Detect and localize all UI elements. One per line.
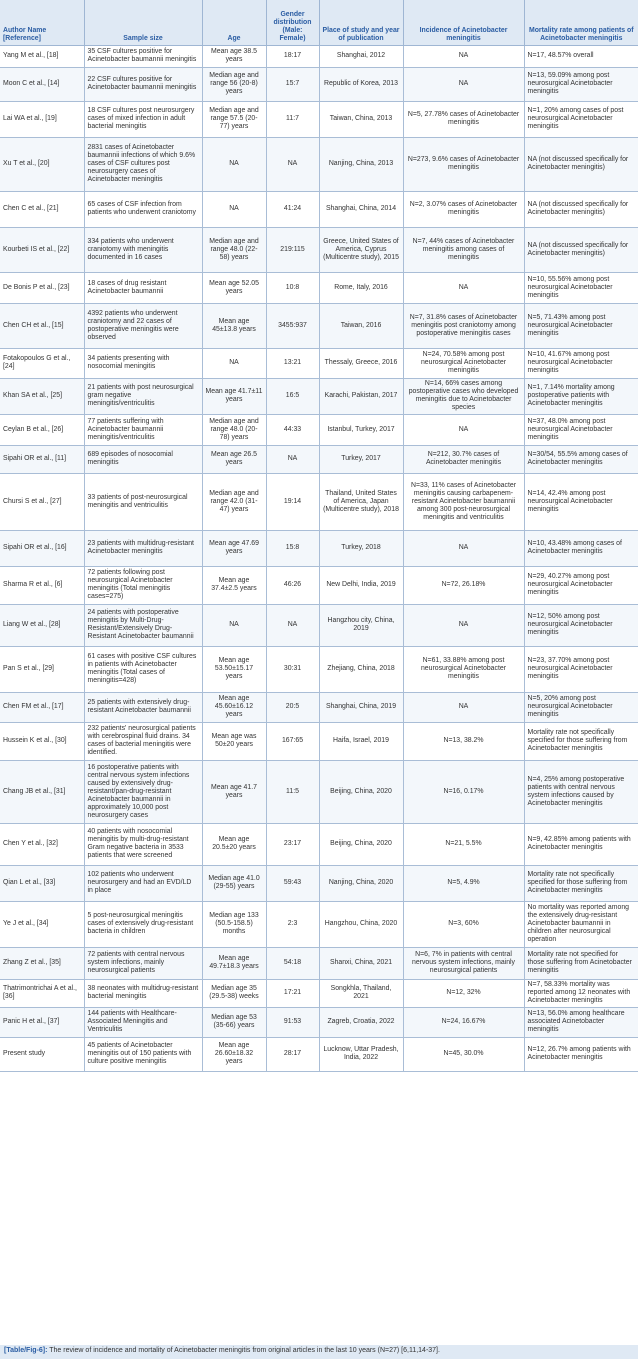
cell-place-year: Taiwan, 2016: [319, 303, 403, 348]
table-header-row: [0, 0, 638, 45]
cell-author: Pan S et al., [29]: [0, 646, 84, 692]
cell-incidence: N=12, 32%: [403, 979, 524, 1007]
cell-incidence: NA: [403, 414, 524, 445]
cell-author: Hussein K et al., [30]: [0, 722, 84, 760]
cell-author: Lai WA et al., [19]: [0, 101, 84, 137]
cell-incidence: N=21, 5.5%: [403, 823, 524, 865]
cell-gender: 15:7: [266, 67, 319, 101]
cell-sample-size: 18 cases of drug resistant Acinetobacter baumannii: [84, 272, 202, 303]
caption-text: The review of incidence and mortality of Acinetobacter meningitis from original articles in the last 10 years (N=27) [6,11,14-37].: [49, 1347, 440, 1354]
cell-gender: 91:53: [266, 1007, 319, 1037]
cell-age: Median age and range 48.0 (20-78) years: [202, 414, 266, 445]
cell-author: Chang JB et al., [31]: [0, 760, 84, 823]
cell-place-year: Zagreb, Croatia, 2022: [319, 1007, 403, 1037]
table-row: [0, 901, 638, 947]
cell-place-year: Beijing, China, 2020: [319, 823, 403, 865]
cell-age: Mean age 41.7 years: [202, 760, 266, 823]
cell-age: Median age and range 42.0 (31-47) years: [202, 473, 266, 530]
table-row: [0, 1007, 638, 1037]
cell-place-year: Istanbul, Turkey, 2017: [319, 414, 403, 445]
cell-age: NA: [202, 191, 266, 227]
cell-gender: 41:24: [266, 191, 319, 227]
table-row: [0, 272, 638, 303]
cell-incidence: NA: [403, 272, 524, 303]
cell-sample-size: 5 post-neurosurgical meningitis cases of extensively drug-resistant bacteria in children: [84, 901, 202, 947]
table-body: [0, 45, 638, 1071]
cell-mortality: N=12, 26.7% among patients with Acinetobacter meningitis: [524, 1037, 638, 1071]
header-place-year: Place of study and year of publication: [319, 0, 403, 45]
table-row: [0, 191, 638, 227]
cell-author: Xu T et al., [20]: [0, 137, 84, 191]
cell-author: Qian L et al., [33]: [0, 865, 84, 901]
cell-gender: 3455:937: [266, 303, 319, 348]
table-caption: [0, 1345, 638, 1359]
cell-place-year: Nanjing, China, 2020: [319, 865, 403, 901]
cell-author: Kourbeti IS et al., [22]: [0, 227, 84, 272]
cell-mortality: N=9, 42.85% among patients with Acinetobacter meningitis: [524, 823, 638, 865]
cell-author: Chen C et al., [21]: [0, 191, 84, 227]
header-gender: Gender distribution (Male: Female): [266, 0, 319, 45]
cell-sample-size: 34 patients presenting with nosocomial meningitis: [84, 348, 202, 378]
cell-place-year: Songkhla, Thailand, 2021: [319, 979, 403, 1007]
cell-incidence: N=5, 27.78% cases of Acinetobacter meningitis: [403, 101, 524, 137]
cell-sample-size: 102 patients who underwent neurosurgery and had an EVD/LD in place: [84, 865, 202, 901]
cell-age: Median age 41.0 (29-55) years: [202, 865, 266, 901]
table-row: [0, 303, 638, 348]
cell-mortality: N=37, 48.0% among post neurosurgical Acinetobacter meningitis: [524, 414, 638, 445]
cell-incidence: N=16, 0.17%: [403, 760, 524, 823]
cell-mortality: NA (not discussed specifically for Acinetobacter meningitis): [524, 227, 638, 272]
cell-mortality: N=23, 37.70% among post neurosurgical Acinetobacter meningitis: [524, 646, 638, 692]
cell-mortality: N=14, 42.4% among post neurosurgical Acinetobacter meningitis: [524, 473, 638, 530]
table-row: [0, 530, 638, 566]
cell-incidence: N=14, 66% cases among postoperative cases who developed meningitis due to Acinetobacter species: [403, 378, 524, 414]
cell-author: Zhang Z et al., [35]: [0, 947, 84, 979]
table-row: [0, 1037, 638, 1071]
cell-mortality: No mortality was reported among the extensively drug-resistant Acinetobacter baumannii in children after neurosurgical operation: [524, 901, 638, 947]
cell-mortality: N=13, 59.09% among post neurosurgical Acinetobacter meningitis: [524, 67, 638, 101]
cell-author: Liang W et al., [28]: [0, 604, 84, 646]
cell-place-year: Zhejiang, China, 2018: [319, 646, 403, 692]
header-mortality: Mortality rate among patients of Acinetobacter meningitis: [524, 0, 638, 45]
cell-incidence: NA: [403, 45, 524, 67]
table-row: [0, 227, 638, 272]
cell-incidence: N=2, 3.07% cases of Acinetobacter meningitis: [403, 191, 524, 227]
cell-gender: 46:26: [266, 566, 319, 604]
cell-mortality: N=17, 48.57% overall: [524, 45, 638, 67]
cell-mortality: N=10, 43.48% among cases of Acinetobacter meningitis: [524, 530, 638, 566]
cell-place-year: New Delhi, India, 2019: [319, 566, 403, 604]
cell-place-year: Shanghai, China, 2019: [319, 692, 403, 722]
table-row: [0, 692, 638, 722]
cell-age: Median age 35 (29.5-38) weeks: [202, 979, 266, 1007]
cell-place-year: Turkey, 2018: [319, 530, 403, 566]
cell-age: Mean age 41.7±11 years: [202, 378, 266, 414]
cell-author: Present study: [0, 1037, 84, 1071]
table-row: [0, 823, 638, 865]
cell-age: Mean age 26.5 years: [202, 445, 266, 473]
cell-sample-size: 144 patients with Healthcare-Associated Meningitis and Ventriculitis: [84, 1007, 202, 1037]
cell-sample-size: 45 patients of Acinetobacter meningitis out of 150 patients with culture positive meningitis: [84, 1037, 202, 1071]
cell-sample-size: 22 CSF cultures positive for Acinetobacter baumannii meningitis: [84, 67, 202, 101]
cell-age: NA: [202, 137, 266, 191]
cell-age: Mean age 20.5±20 years: [202, 823, 266, 865]
cell-age: Mean age 49.7±18.3 years: [202, 947, 266, 979]
cell-place-year: Thailand, United States of America, Japan (Multicentre study), 2018: [319, 473, 403, 530]
table-row: [0, 979, 638, 1007]
cell-mortality: N=7, 58.33% mortality was reported among 12 neonates with Acinetobacter meningitis: [524, 979, 638, 1007]
cell-place-year: Greece, United States of America, Cyprus (Multicentre study), 2015: [319, 227, 403, 272]
cell-incidence: N=13, 38.2%: [403, 722, 524, 760]
cell-mortality: NA (not discussed specifically for Acinetobacter meningitis): [524, 191, 638, 227]
table-row: [0, 473, 638, 530]
cell-author: Chen Y et al., [32]: [0, 823, 84, 865]
cell-incidence: N=6, 7% in patients with central nervous system infections, mainly neurosurgical patients: [403, 947, 524, 979]
cell-mortality: NA (not discussed specifically for Acinetobacter meningitis): [524, 137, 638, 191]
cell-author: Sipahi OR et al., [16]: [0, 530, 84, 566]
cell-mortality: N=5, 71.43% among post neurosurgical Acinetobacter meningitis: [524, 303, 638, 348]
cell-mortality: N=12, 50% among post neurosurgical Acinetobacter meningitis: [524, 604, 638, 646]
cell-sample-size: 65 cases of CSF infection from patients who underwent craniotomy: [84, 191, 202, 227]
cell-mortality: Mortality rate not specified for those suffering from Acinetobacter meningitis: [524, 947, 638, 979]
cell-incidence: N=45, 30.0%: [403, 1037, 524, 1071]
cell-gender: 17:21: [266, 979, 319, 1007]
table-row: [0, 722, 638, 760]
cell-sample-size: 2831 cases of Acinetobacter baumannii infections of which 9.6% cases of CSF cultures post neurosurgery cases of Acinetobacter meningitis: [84, 137, 202, 191]
cell-author: Sharma R et al., [6]: [0, 566, 84, 604]
cell-incidence: NA: [403, 692, 524, 722]
cell-mortality: N=5, 20% among post neurosurgical Acinetobacter meningitis: [524, 692, 638, 722]
cell-incidence: NA: [403, 604, 524, 646]
cell-sample-size: 18 CSF cultures post neurosurgery cases of mixed infection in adult bacterial meningitis: [84, 101, 202, 137]
cell-incidence: N=24, 70.58% among post neurosurgical Acinetobacter meningitis: [403, 348, 524, 378]
cell-sample-size: 232 patients' neurosurgical patients with cerebrospinal fluid drains. 34 cases of bacterial meningitis were identified.: [84, 722, 202, 760]
cell-mortality: N=13, 56.0% among healthcare associated Acinetobacter meningitis: [524, 1007, 638, 1037]
cell-age: Median age 53 (35-66) years: [202, 1007, 266, 1037]
cell-gender: NA: [266, 137, 319, 191]
cell-incidence: N=24, 16.67%: [403, 1007, 524, 1037]
cell-place-year: Taiwan, China, 2013: [319, 101, 403, 137]
cell-author: Thatrimontrichai A et al., [36]: [0, 979, 84, 1007]
cell-age: Mean age 45±13.8 years: [202, 303, 266, 348]
cell-author: Moon C et al., [14]: [0, 67, 84, 101]
cell-gender: 167:65: [266, 722, 319, 760]
header-incidence: Incidence of Acinetobacter meningitis: [403, 0, 524, 45]
cell-age: Mean age 37.4±2.5 years: [202, 566, 266, 604]
cell-incidence: N=3, 60%: [403, 901, 524, 947]
cell-gender: 28:17: [266, 1037, 319, 1071]
cell-mortality: N=30/54, 55.5% among cases of Acinetobacter meningitis: [524, 445, 638, 473]
table-row: [0, 45, 638, 67]
table-row: [0, 760, 638, 823]
cell-age: Median age and range 48.0 (22-58) years: [202, 227, 266, 272]
cell-mortality: N=10, 41.67% among post neurosurgical Acinetobacter meningitis: [524, 348, 638, 378]
cell-gender: 30:31: [266, 646, 319, 692]
cell-age: Median age and range 57.5 (20-77) years: [202, 101, 266, 137]
cell-place-year: Rome, Italy, 2016: [319, 272, 403, 303]
cell-place-year: Nanjing, China, 2013: [319, 137, 403, 191]
cell-mortality: Mortality rate not specifically specified for those suffering from Acinetobacter meningitis: [524, 865, 638, 901]
cell-incidence: N=212, 30.7% cases of Acinetobacter meningitis: [403, 445, 524, 473]
cell-mortality: N=29, 40.27% among post neurosurgical Acinetobacter meningitis: [524, 566, 638, 604]
cell-age: Mean age 47.69 years: [202, 530, 266, 566]
table-row: [0, 348, 638, 378]
table-row: [0, 947, 638, 979]
cell-sample-size: 35 CSF cultures positive for Acinetobacter baumannii meningitis: [84, 45, 202, 67]
cell-sample-size: 38 neonates with multidrug-resistant bacterial meningitis: [84, 979, 202, 1007]
cell-mortality: N=1, 20% among cases of post neurosurgical Acinetobacter meningitis: [524, 101, 638, 137]
cell-place-year: Thessaly, Greece, 2016: [319, 348, 403, 378]
cell-place-year: Hangzhou, China, 2020: [319, 901, 403, 947]
cell-sample-size: 21 patients with post neurosurgical gram negative meningitis/ventriculitis: [84, 378, 202, 414]
cell-place-year: Lucknow, Uttar Pradesh, India, 2022: [319, 1037, 403, 1071]
cell-author: Chen FM et al., [17]: [0, 692, 84, 722]
cell-incidence: N=72, 26.18%: [403, 566, 524, 604]
cell-sample-size: 334 patients who underwent craniotomy with meningitis documented in 16 cases: [84, 227, 202, 272]
table-row: [0, 445, 638, 473]
cell-author: Chen CH et al., [15]: [0, 303, 84, 348]
cell-sample-size: 24 patients with postoperative meningitis by Multi-Drug-Resistant/Extensively Drug-Resistant Acinetobacter baumannii: [84, 604, 202, 646]
cell-age: Median age 133 (50.5-158.5) months: [202, 901, 266, 947]
cell-place-year: Karachi, Pakistan, 2017: [319, 378, 403, 414]
cell-incidence: N=273, 9.6% cases of Acinetobacter meningitis: [403, 137, 524, 191]
table-row: [0, 566, 638, 604]
cell-sample-size: 4392 patients who underwent craniotomy and 22 cases of postoperative meningitis were observed: [84, 303, 202, 348]
cell-author: Yang M et al., [18]: [0, 45, 84, 67]
cell-sample-size: 40 patients with nosocomial meningitis by multi-drug-resistant Gram negative bacteria in 3533 patients that were screened: [84, 823, 202, 865]
cell-age: Mean age 52.05 years: [202, 272, 266, 303]
cell-author: Chursi S et al., [27]: [0, 473, 84, 530]
cell-place-year: Turkey, 2017: [319, 445, 403, 473]
cell-gender: 20:5: [266, 692, 319, 722]
cell-author: Ceylan B et al., [26]: [0, 414, 84, 445]
cell-age: Mean age was 50±20 years: [202, 722, 266, 760]
table-row: [0, 604, 638, 646]
cell-incidence: N=61, 33.88% among post neurosurgical Acinetobacter meningitis: [403, 646, 524, 692]
table-row: [0, 414, 638, 445]
header-sample-size: Sample size: [84, 0, 202, 45]
cell-age: Mean age 38.5 years: [202, 45, 266, 67]
cell-age: Median age and range 56 (20-8) years: [202, 67, 266, 101]
cell-sample-size: 72 patients with central nervous system infections, mainly neurosurgical patients: [84, 947, 202, 979]
cell-incidence: NA: [403, 67, 524, 101]
cell-mortality: N=10, 55.56% among post neurosurgical Acinetobacter meningitis: [524, 272, 638, 303]
cell-author: De Bonis P et al., [23]: [0, 272, 84, 303]
cell-sample-size: 77 patients suffering with Acinetobacter baumannii meningitis/ventriculitis: [84, 414, 202, 445]
cell-place-year: Shanghai, 2012: [319, 45, 403, 67]
cell-age: NA: [202, 604, 266, 646]
cell-gender: 11:5: [266, 760, 319, 823]
cell-mortality: Mortality rate not specifically specified for those suffering from Acinetobacter meningitis: [524, 722, 638, 760]
cell-mortality: N=1, 7.14% mortality among postoperative patients with Acinetobacter meningitis: [524, 378, 638, 414]
header-author: Author Name [Reference]: [0, 0, 84, 45]
table-row: [0, 378, 638, 414]
table-row: [0, 137, 638, 191]
cell-author: Sipahi OR et al., [11]: [0, 445, 84, 473]
cell-sample-size: 16 postoperative patients with central nervous system infections caused by extensively drug-resistant/pan-drug-resistant Acinetobacter baumannii in approximately 10,000 post neurosurgery cases: [84, 760, 202, 823]
cell-author: Ye J et al., [34]: [0, 901, 84, 947]
cell-incidence: N=7, 31.8% cases of Acinetobacter meningitis post craniotomy among postoperative meningitis cases: [403, 303, 524, 348]
cell-gender: 19:14: [266, 473, 319, 530]
cell-sample-size: 689 episodes of nosocomial meningitis: [84, 445, 202, 473]
cell-gender: 2:3: [266, 901, 319, 947]
cell-incidence: N=5, 4.9%: [403, 865, 524, 901]
cell-sample-size: 61 cases with positive CSF cultures in patients with Acinetobacter meningitis (Total cases of meningitis=428): [84, 646, 202, 692]
cell-place-year: Shanghai, China, 2014: [319, 191, 403, 227]
cell-mortality: N=4, 25% among postoperative patients with central nervous system infections caused by Acinetobacter meningitis: [524, 760, 638, 823]
cell-age: Mean age 53.50±15.17 years: [202, 646, 266, 692]
cell-gender: 13:21: [266, 348, 319, 378]
cell-gender: 44:33: [266, 414, 319, 445]
cell-age: Mean age 26.60±18.32 years: [202, 1037, 266, 1071]
cell-gender: 23:17: [266, 823, 319, 865]
cell-sample-size: 25 patients with extensively drug-resistant Acinetobacter baumannii: [84, 692, 202, 722]
cell-gender: NA: [266, 604, 319, 646]
cell-place-year: Shanxi, China, 2021: [319, 947, 403, 979]
cell-gender: 16:5: [266, 378, 319, 414]
cell-sample-size: 33 patients of post-neurosurgical meningitis and ventriculitis: [84, 473, 202, 530]
cell-sample-size: 23 patients with multidrug-resistant Acinetobacter meningitis: [84, 530, 202, 566]
cell-gender: 18:17: [266, 45, 319, 67]
header-age: Age: [202, 0, 266, 45]
table-row: [0, 101, 638, 137]
cell-author: Fotakopoulos G et al., [24]: [0, 348, 84, 378]
table-row: [0, 865, 638, 901]
cell-incidence: NA: [403, 530, 524, 566]
cell-gender: NA: [266, 445, 319, 473]
cell-gender: 59:43: [266, 865, 319, 901]
table-row: [0, 67, 638, 101]
cell-gender: 10:8: [266, 272, 319, 303]
cell-gender: 11:7: [266, 101, 319, 137]
cell-gender: 219:115: [266, 227, 319, 272]
caption-label: [Table/Fig-6]:: [4, 1347, 48, 1354]
table-row: [0, 646, 638, 692]
cell-place-year: Haifa, Israel, 2019: [319, 722, 403, 760]
cell-author: Khan SA et al., [25]: [0, 378, 84, 414]
cell-author: Panic H et al., [37]: [0, 1007, 84, 1037]
cell-age: NA: [202, 348, 266, 378]
cell-incidence: N=33, 11% cases of Acinetobacter meningitis causing carbapenem-resistant Acinetobacter baumannii among 300 post-neurosurgical meningitis and ventriculitis: [403, 473, 524, 530]
cell-place-year: Hangzhou city, China, 2019: [319, 604, 403, 646]
cell-age: Mean age 45.60±16.12 years: [202, 692, 266, 722]
cell-sample-size: 72 patients following post neurosurgical Acinetobacter meningitis (Total meningitis cases=275): [84, 566, 202, 604]
cell-incidence: N=7, 44% cases of Acinetobacter meningitis among cases of meningitis: [403, 227, 524, 272]
cell-gender: 15:8: [266, 530, 319, 566]
cell-gender: 54:18: [266, 947, 319, 979]
cell-place-year: Beijing, China, 2020: [319, 760, 403, 823]
cell-place-year: Republic of Korea, 2013: [319, 67, 403, 101]
